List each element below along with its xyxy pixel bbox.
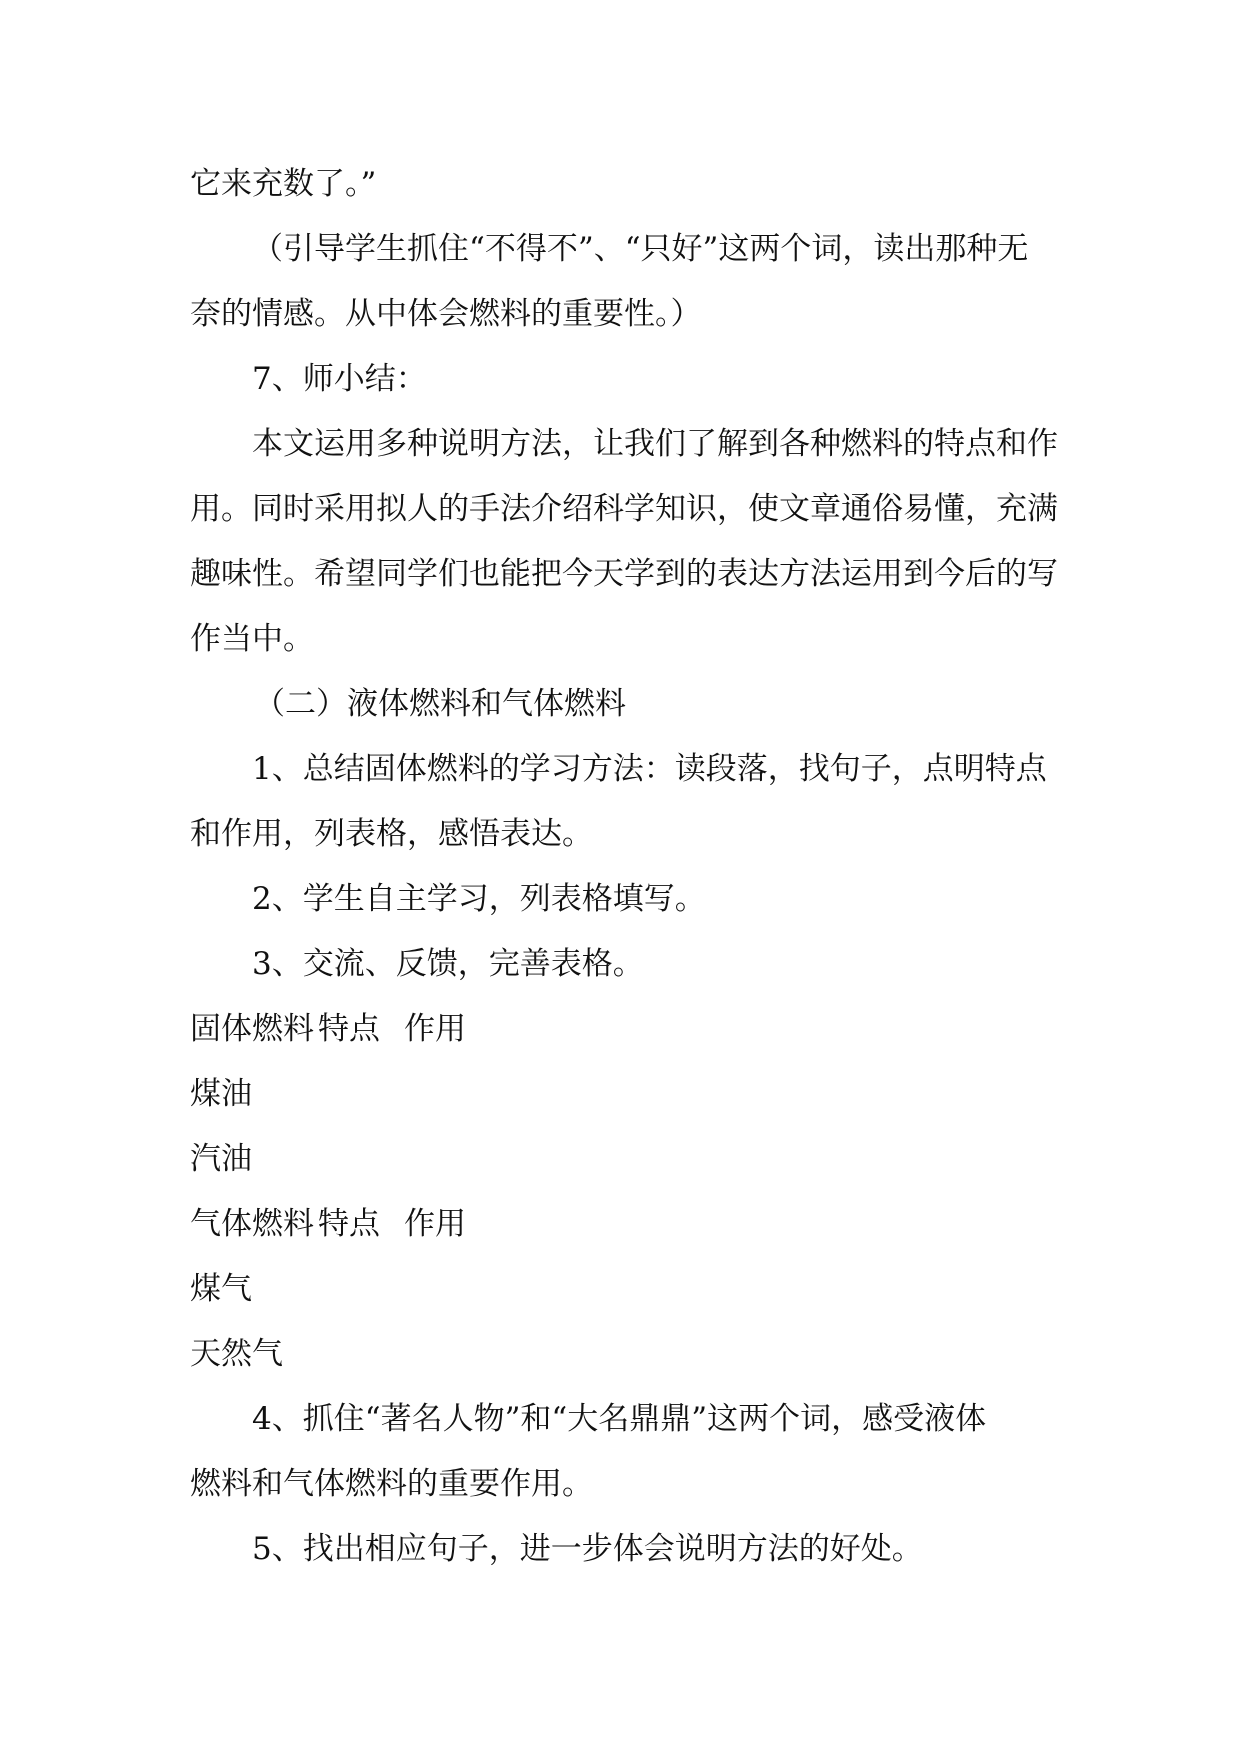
paragraph-line: 4、抓住“著名人物”和“大名鼎鼎”这两个词，感受液体: [252, 1401, 987, 1437]
table1-header-cell: 特点: [318, 1011, 380, 1047]
document-page: [190, 152, 1060, 1582]
paragraph-line: 7、师小结：: [252, 361, 427, 397]
paragraph-line: 1、总结固体燃料的学习方法：读段落，找句子，点明特点: [252, 751, 1047, 787]
table1-header-cell: 固体燃料: [190, 1011, 314, 1047]
table2-row: 煤气: [190, 1271, 252, 1307]
table2-row: 天然气: [190, 1336, 283, 1372]
paragraph-line: （引导学生抓住“不得不”、“只好”这两个词，读出那种无: [252, 231, 1029, 267]
paragraph-line: 趣味性。希望同学们也能把今天学到的表达方法运用到今后的写: [190, 556, 1058, 592]
table2-header-cell: 作用: [404, 1206, 466, 1242]
paragraph-line: 用。同时采用拟人的手法介绍科学知识，使文章通俗易懂，充满: [190, 491, 1058, 527]
paragraph-line: 奈的情感。从中体会燃料的重要性。）: [190, 296, 702, 332]
paragraph-line: 它来充数了。”: [190, 166, 377, 202]
paragraph-line: 5、找出相应句子，进一步体会说明方法的好处。: [252, 1531, 923, 1567]
table1-row: 煤油: [190, 1076, 252, 1112]
paragraph-line: 3、交流、反馈，完善表格。: [252, 946, 644, 982]
table1-header: [190, 997, 1060, 1062]
paragraph-line: 2、学生自主学习，列表格填写。: [252, 881, 706, 917]
paragraph-line: 燃料和气体燃料的重要作用。: [190, 1466, 593, 1502]
table2-header-cell: 特点: [318, 1206, 380, 1242]
table2-header-cell: 气体燃料: [190, 1206, 314, 1242]
table2-header: [190, 1192, 1060, 1257]
paragraph-line: 本文运用多种说明方法，让我们了解到各种燃料的特点和作: [252, 426, 1058, 462]
section-heading: （二）液体燃料和气体燃料: [254, 686, 626, 722]
table1-row: 汽油: [190, 1141, 252, 1177]
paragraph-line: 和作用，列表格，感悟表达。: [190, 816, 593, 852]
table1-header-cell: 作用: [404, 1011, 466, 1047]
paragraph-line: 作当中。: [190, 621, 314, 657]
